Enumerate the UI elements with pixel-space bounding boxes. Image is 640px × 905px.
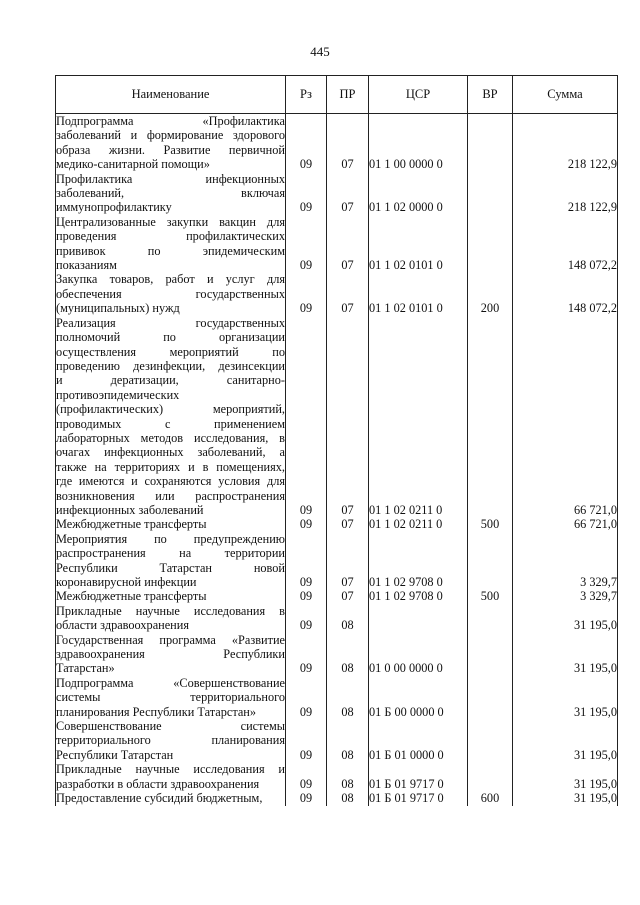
budget-table — [55, 75, 618, 806]
table-row — [56, 633, 618, 676]
header-rz: Рз — [286, 76, 327, 114]
name-line: заболеваний и формирование здорового — [56, 128, 285, 143]
row-rz: 09 — [286, 316, 327, 518]
name-line: прививок по эпидемическим — [56, 243, 285, 258]
row-vr — [468, 719, 513, 762]
row-vr — [468, 114, 513, 172]
row-rz: 09 — [286, 604, 327, 633]
row-rz: 09 — [286, 719, 327, 762]
row-vr — [468, 316, 513, 518]
table-row — [56, 532, 618, 590]
name-line: проводимых с применением — [56, 416, 285, 431]
row-sum: 66 721,0 — [513, 316, 618, 518]
table-row — [56, 517, 618, 531]
name-line: заболеваний, включая — [56, 186, 285, 201]
row-pr: 08 — [327, 719, 369, 762]
row-sum: 31 195,0 — [513, 719, 618, 762]
header-vr: ВР — [468, 76, 513, 114]
table-row — [56, 272, 618, 315]
row-name — [56, 272, 286, 315]
row-vr — [468, 215, 513, 273]
row-vr — [468, 532, 513, 590]
row-name — [56, 604, 286, 633]
table-row — [56, 604, 618, 633]
row-sum: 66 721,0 — [513, 517, 618, 531]
row-name — [56, 316, 286, 518]
row-pr: 08 — [327, 676, 369, 719]
name-line: Татарстан» — [56, 661, 115, 676]
name-line: лабораторных методов исследования, в — [56, 430, 285, 445]
row-rz: 09 — [286, 517, 327, 531]
table-row — [56, 676, 618, 719]
name-line: очагах инфекционных заболеваний, а — [56, 445, 285, 460]
row-vr — [468, 604, 513, 633]
row-name — [56, 172, 286, 215]
row-rz: 09 — [286, 215, 327, 273]
name-line: территориального планирования — [56, 733, 285, 748]
table-row — [56, 114, 618, 172]
row-csr: 01 1 02 0000 0 — [369, 172, 468, 215]
row-vr: 200 — [468, 272, 513, 315]
name-line: медико-санитарной помощи» — [56, 157, 210, 172]
row-csr: 01 1 02 0211 0 — [369, 517, 468, 531]
row-name — [56, 589, 286, 603]
name-line: Подпрограмма «Совершенствование — [56, 675, 285, 690]
name-line: инфекционных заболеваний — [56, 502, 204, 517]
row-csr — [369, 604, 468, 633]
row-pr: 07 — [327, 272, 369, 315]
table-body — [56, 114, 618, 806]
name-line: распространения на территории — [56, 546, 285, 561]
name-line: коронавирусной инфекции — [56, 575, 197, 589]
name-line: где имеются и сохраняются условия для — [56, 474, 285, 489]
row-csr: 01 Б 01 9717 0 — [369, 791, 468, 805]
row-vr: 500 — [468, 517, 513, 531]
name-line: Прикладные научные исследования и — [56, 762, 285, 777]
row-pr: 07 — [327, 114, 369, 172]
row-name — [56, 676, 286, 719]
table-row — [56, 589, 618, 603]
row-vr: 500 — [468, 589, 513, 603]
name-line: Централизованные закупки вакцин для — [56, 214, 285, 229]
row-sum: 3 329,7 — [513, 532, 618, 590]
row-csr: 01 Б 00 0000 0 — [369, 676, 468, 719]
name-line: показаниям — [56, 258, 117, 273]
row-rz: 09 — [286, 532, 327, 590]
row-name — [56, 517, 286, 531]
name-line: Республики Татарстан новой — [56, 560, 285, 575]
name-line: Реализация государственных — [56, 315, 285, 330]
row-pr: 07 — [327, 532, 369, 590]
header-csr: ЦСР — [369, 76, 468, 114]
row-name — [56, 532, 286, 590]
name-line: обеспечения государственных — [56, 286, 285, 301]
row-csr: 01 Б 01 9717 0 — [369, 762, 468, 791]
name-line: (профилактических) мероприятий, — [56, 402, 285, 417]
name-line: противоэпидемических — [56, 387, 180, 402]
row-csr: 01 1 00 0000 0 — [369, 114, 468, 172]
name-line: Подпрограмма «Профилактика — [56, 114, 285, 128]
row-pr: 07 — [327, 589, 369, 603]
name-line: также на территориях и в помещениях, — [56, 459, 285, 474]
name-line: возникновения или распространения — [56, 488, 285, 503]
row-vr — [468, 762, 513, 791]
table-row — [56, 172, 618, 215]
name-line: Государственная программа «Развитие — [56, 632, 285, 647]
row-rz: 09 — [286, 114, 327, 172]
row-csr: 01 1 02 0101 0 — [369, 215, 468, 273]
name-line: и дератизации, санитарно- — [56, 373, 285, 388]
name-line: полномочий по организации — [56, 330, 285, 345]
name-line: Предоставление субсидий бюджетным, — [56, 791, 263, 806]
row-rz: 09 — [286, 633, 327, 676]
row-sum: 218 122,9 — [513, 114, 618, 172]
row-rz: 09 — [286, 589, 327, 603]
name-line: Межбюджетные трансферты — [56, 517, 207, 532]
header-sum: Сумма — [513, 76, 618, 114]
row-sum: 148 072,2 — [513, 272, 618, 315]
name-line: проведению дезинфекции, дезинсекции — [56, 358, 285, 373]
row-csr: 01 0 00 0000 0 — [369, 633, 468, 676]
row-vr — [468, 676, 513, 719]
name-line: иммунопрофилактику — [56, 200, 172, 215]
row-rz: 09 — [286, 791, 327, 805]
row-sum: 31 195,0 — [513, 791, 618, 805]
row-name — [56, 114, 286, 172]
page-number: 445 — [310, 44, 330, 59]
row-name — [56, 633, 286, 676]
row-vr — [468, 633, 513, 676]
row-rz: 09 — [286, 762, 327, 791]
name-line: разработки в области здравоохранения — [56, 776, 260, 791]
table-row — [56, 215, 618, 273]
table-row — [56, 719, 618, 762]
row-sum: 218 122,9 — [513, 172, 618, 215]
name-line: проведения профилактических — [56, 229, 285, 244]
row-pr: 08 — [327, 791, 369, 805]
table-header — [56, 76, 618, 114]
name-line: Республики Татарстан — [56, 747, 174, 762]
row-csr: 01 1 02 9708 0 — [369, 532, 468, 590]
row-pr: 07 — [327, 517, 369, 531]
table-row — [56, 316, 618, 518]
name-line: образа жизни. Развитие первичной — [56, 142, 285, 157]
row-sum: 31 195,0 — [513, 604, 618, 633]
name-line: Совершенствование системы — [56, 719, 285, 734]
row-csr: 01 1 02 0101 0 — [369, 272, 468, 315]
row-sum: 31 195,0 — [513, 762, 618, 791]
name-line: планирования Республики Татарстан» — [56, 704, 257, 719]
row-pr: 08 — [327, 762, 369, 791]
name-line: Закупка товаров, работ и услуг для — [56, 272, 285, 287]
row-sum: 3 329,7 — [513, 589, 618, 603]
row-sum: 148 072,2 — [513, 215, 618, 273]
table-row — [56, 791, 618, 805]
row-rz: 09 — [286, 172, 327, 215]
row-sum: 31 195,0 — [513, 676, 618, 719]
row-vr — [468, 172, 513, 215]
row-name — [56, 719, 286, 762]
row-csr: 01 Б 01 0000 0 — [369, 719, 468, 762]
row-pr: 07 — [327, 172, 369, 215]
row-sum: 31 195,0 — [513, 633, 618, 676]
row-name — [56, 762, 286, 791]
name-line: Прикладные научные исследования в — [56, 603, 285, 618]
row-name — [56, 215, 286, 273]
name-line: Мероприятия по предупреждению — [56, 531, 285, 546]
name-line: системы территориального — [56, 690, 285, 705]
row-pr: 07 — [327, 316, 369, 518]
row-name — [56, 791, 286, 805]
name-line: области здравоохранения — [56, 618, 190, 633]
name-line: здравоохранения Республики — [56, 647, 285, 662]
header-pr: ПР — [327, 76, 369, 114]
name-line: осуществления мероприятий по — [56, 344, 285, 359]
row-csr: 01 1 02 0211 0 — [369, 316, 468, 518]
row-pr: 07 — [327, 215, 369, 273]
table-row — [56, 762, 618, 791]
name-line: Профилактика инфекционных — [56, 171, 285, 186]
row-rz: 09 — [286, 272, 327, 315]
name-line: Межбюджетные трансферты — [56, 589, 207, 604]
row-rz: 09 — [286, 676, 327, 719]
header-name: Наименование — [56, 76, 286, 114]
row-csr: 01 1 02 9708 0 — [369, 589, 468, 603]
row-vr: 600 — [468, 791, 513, 805]
row-pr: 08 — [327, 604, 369, 633]
name-line: (муниципальных) нужд — [56, 301, 180, 316]
row-pr: 08 — [327, 633, 369, 676]
